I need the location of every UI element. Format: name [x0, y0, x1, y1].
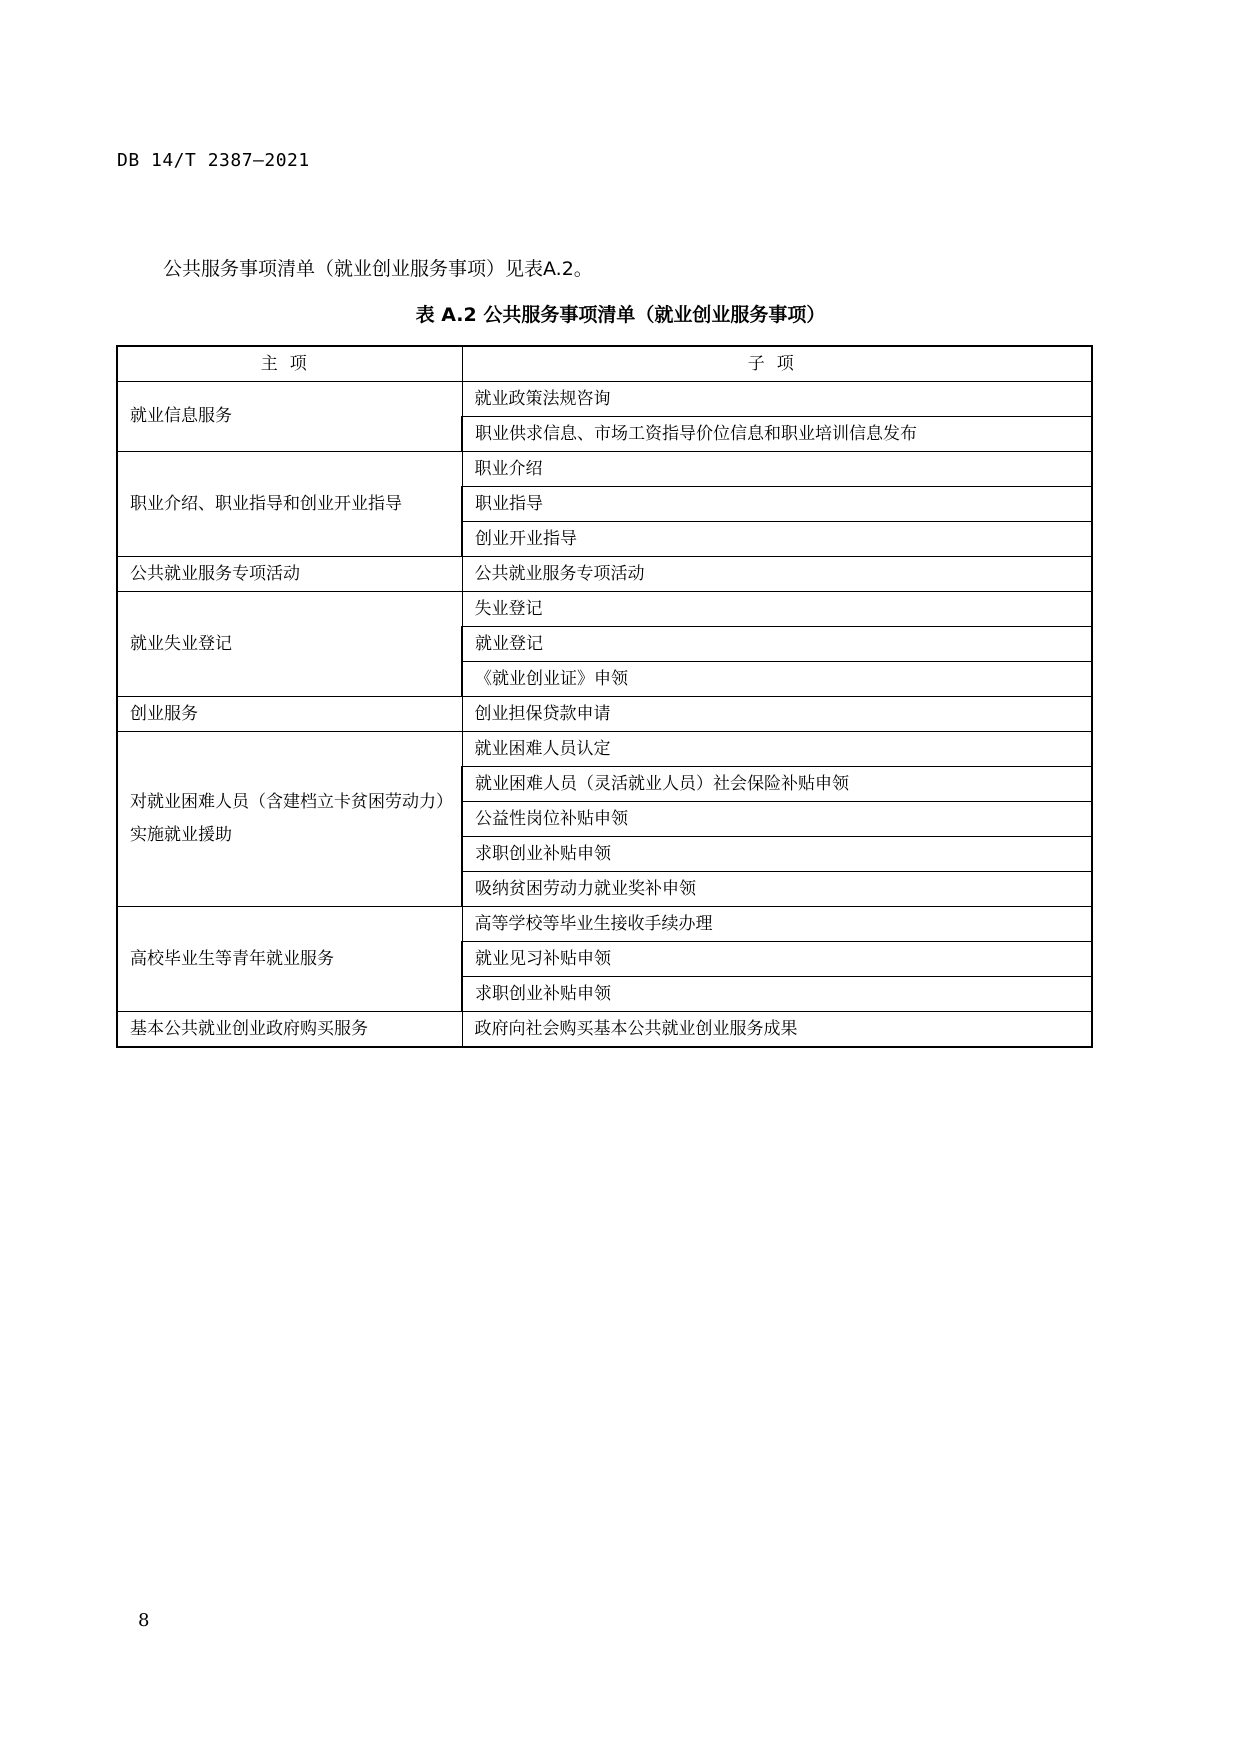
main-item-cell: 创业服务 [117, 697, 462, 732]
sub-item-cell: 求职创业补贴申领 [462, 977, 1092, 1012]
table-row [117, 452, 1092, 487]
sub-item-cell: 吸纳贫困劳动力就业奖补申领 [462, 872, 1092, 907]
sub-item-cell: 就业困难人员（灵活就业人员）社会保险补贴申领 [462, 767, 1092, 802]
sub-item-cell: 求职创业补贴申领 [462, 837, 1092, 872]
sub-item-cell: 创业担保贷款申请 [462, 697, 1092, 732]
main-item-cell: 基本公共就业创业政府购买服务 [117, 1012, 462, 1048]
sub-item-cell: 公共就业服务专项活动 [462, 557, 1092, 592]
sub-item-cell: 高等学校等毕业生接收手续办理 [462, 907, 1092, 942]
sub-item-cell: 职业指导 [462, 487, 1092, 522]
table-row [117, 732, 1092, 767]
main-item-cell: 公共就业服务专项活动 [117, 557, 462, 592]
table-row [117, 382, 1092, 417]
table-row [117, 907, 1092, 942]
column-header-sub: 子项 [462, 346, 1092, 382]
sub-item-cell: 《就业创业证》申领 [462, 662, 1092, 697]
main-item-cell: 职业介绍、职业指导和创业开业指导 [117, 452, 462, 557]
sub-item-cell: 创业开业指导 [462, 522, 1092, 557]
table-row [117, 557, 1092, 592]
table-row [117, 1012, 1092, 1048]
column-header-main: 主项 [117, 346, 462, 382]
service-items-table [116, 345, 1093, 1048]
sub-item-cell: 就业见习补贴申领 [462, 942, 1092, 977]
sub-item-cell: 职业介绍 [462, 452, 1092, 487]
table-header-row [117, 346, 1092, 382]
sub-item-cell: 失业登记 [462, 592, 1092, 627]
main-item-cell: 就业失业登记 [117, 592, 462, 697]
sub-item-cell: 就业政策法规咨询 [462, 382, 1092, 417]
sub-item-cell: 就业登记 [462, 627, 1092, 662]
main-item-cell: 就业信息服务 [117, 382, 462, 452]
intro-paragraph: 公共服务事项清单（就业创业服务事项）见表A.2。 [163, 258, 593, 280]
table-title: 表 A.2 公共服务事项清单（就业创业服务事项） [415, 304, 826, 326]
sub-item-cell: 公益性岗位补贴申领 [462, 802, 1092, 837]
main-item-cell: 对就业困难人员（含建档立卡贫困劳动力）实施就业援助 [117, 732, 462, 907]
sub-item-cell: 就业困难人员认定 [462, 732, 1092, 767]
document-code: DB 14/T 2387—2021 [117, 150, 310, 171]
table-row [117, 697, 1092, 732]
table-row [117, 592, 1092, 627]
sub-item-cell: 职业供求信息、市场工资指导价位信息和职业培训信息发布 [462, 417, 1092, 452]
table-body [117, 382, 1092, 1048]
page-number: 8 [138, 1610, 150, 1631]
main-item-cell: 高校毕业生等青年就业服务 [117, 907, 462, 1012]
sub-item-cell: 政府向社会购买基本公共就业创业服务成果 [462, 1012, 1092, 1048]
